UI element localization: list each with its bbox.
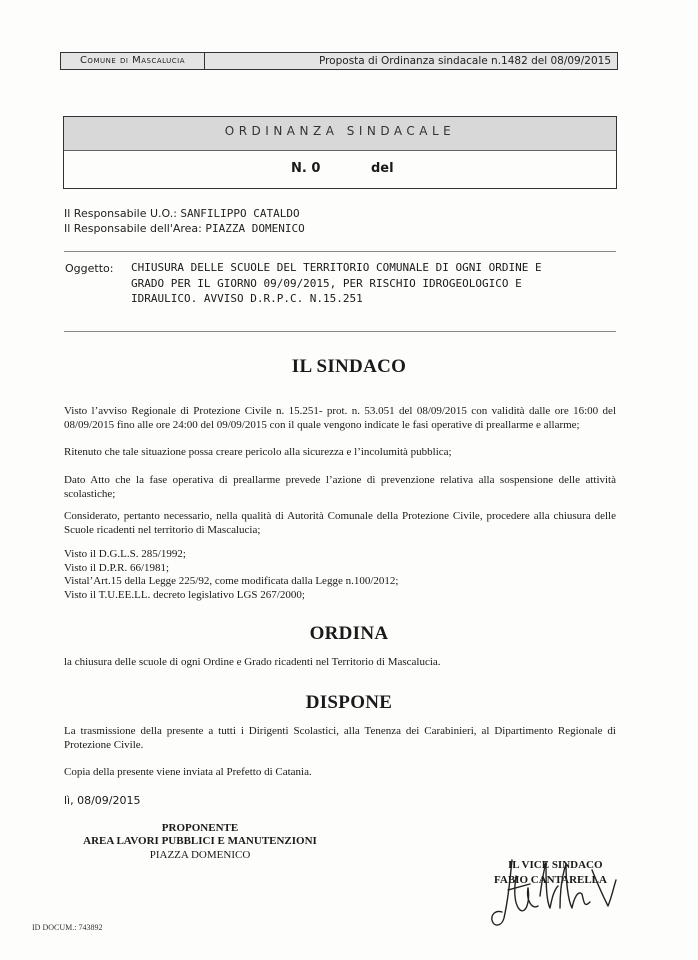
copia-text: Copia della presente viene inviata al Prefetto di Catania. <box>64 766 312 778</box>
premessa-considerato: Considerato, pertanto necessario, nella qualità di Autorità Comunale della Protezione Civile, procedere alla chiusura delle Scuole ricadenti nel territorio di Mascalucia; <box>64 510 616 536</box>
oggetto-line: IDRAULICO. AVVISO D.R.P.C. N.15.251 <box>131 292 363 305</box>
visti-list <box>64 548 616 602</box>
ordinanza-title: ORDINANZA SINDACALE <box>64 117 616 151</box>
premessa-ritenuto: Ritenuto che tale situazione possa creare pericolo alla sicurezza e l’incolumità pubblica; <box>64 446 452 458</box>
oggetto-line: CHIUSURA DELLE SCUOLE DEL TERRITORIO COMUNALE DI OGNI ORDINE E <box>131 261 542 274</box>
responsabile-area-value: PIAZZA DOMENICO <box>205 222 305 235</box>
proponente-name: PIAZZA DOMENICO <box>149 849 251 861</box>
responsabile-area-label: Il Responsabile dell'Area: <box>64 222 202 235</box>
visto-item: Visto il T.U.EE.LL. decreto legislativo LGS 267/2000; <box>64 588 305 601</box>
visto-item: Visto il D.P.R. 66/1981; <box>64 561 170 574</box>
document-header-bar <box>60 52 618 70</box>
document-id: ID DOCUM.: 743892 <box>32 923 103 932</box>
visto-item: Visto il D.G.L.S. 285/1992; <box>64 548 186 560</box>
vice-sindaco-title: IL VICE SINDACO <box>508 859 603 871</box>
date-line: lì, 08/09/2015 <box>64 794 141 807</box>
dispone-heading: DISPONE <box>305 692 393 713</box>
ordina-text: la chiusura delle scuole di ogni Ordine e Grado ricadenti nel Territorio di Mascalucia. <box>64 656 441 668</box>
ordinanza-del: del <box>371 161 394 176</box>
ordinanza-title-box <box>63 116 617 189</box>
proposta-label: Proposta di Ordinanza sindacale n.1482 del 08/09/2015 <box>318 55 611 67</box>
oggetto-label: Oggetto: <box>65 262 114 275</box>
oggetto-text <box>131 260 601 307</box>
premessa-visto-avviso: Visto l’avviso Regionale di Protezione Civile n. 15.251- prot. n. 53.051 del 08/09/2015 con validità dalle ore 16:00 del 08/09/2015 fino alle ore 24:00 del 09/09/2015 con il quale vengono indicate le fasi operative di preallarme e allarme; <box>64 405 616 431</box>
visto-item: Vistal’Art.15 della Legge 225/92, come modificata dalla Legge n.100/2012; <box>64 575 399 587</box>
proponente-area: AREA LAVORI PUBBLICI E MANUTENZIONI <box>83 835 317 847</box>
responsabile-area <box>64 221 305 236</box>
oggetto-top-rule <box>64 251 616 252</box>
dispone-text: La trasmissione della presente a tutti i Dirigenti Scolastici, alla Tenenza dei Carabinieri, al Dipartimento Regionale di Protezione Civile. <box>64 725 616 751</box>
responsabile-uo-label: Il Responsabile U.O.: <box>64 207 177 220</box>
sindaco-heading: IL SINDACO <box>291 356 407 377</box>
oggetto-bottom-rule <box>64 331 616 332</box>
responsabile-uo <box>64 206 300 221</box>
handwritten-signature <box>480 850 630 935</box>
ordinanza-number: N. 0 <box>291 161 321 176</box>
ordina-heading: ORDINA <box>309 623 389 644</box>
proponente-label: PROPONENTE <box>161 822 239 834</box>
premessa-dato-atto: Dato Atto che la fase operativa di preallarme prevede l’azione di prevenzione relativa alla sospensione delle attività scolastiche; <box>64 474 616 500</box>
responsabile-uo-value: SANFILIPPO CATALDO <box>180 207 300 220</box>
oggetto-line: GRADO PER IL GIORNO 09/09/2015, PER RISCHIO IDROGEOLOGICO E <box>131 276 522 290</box>
comune-label: Comune di Mascalucia <box>61 53 205 69</box>
vice-sindaco-name: FABIO CANTARELLA <box>494 874 607 886</box>
